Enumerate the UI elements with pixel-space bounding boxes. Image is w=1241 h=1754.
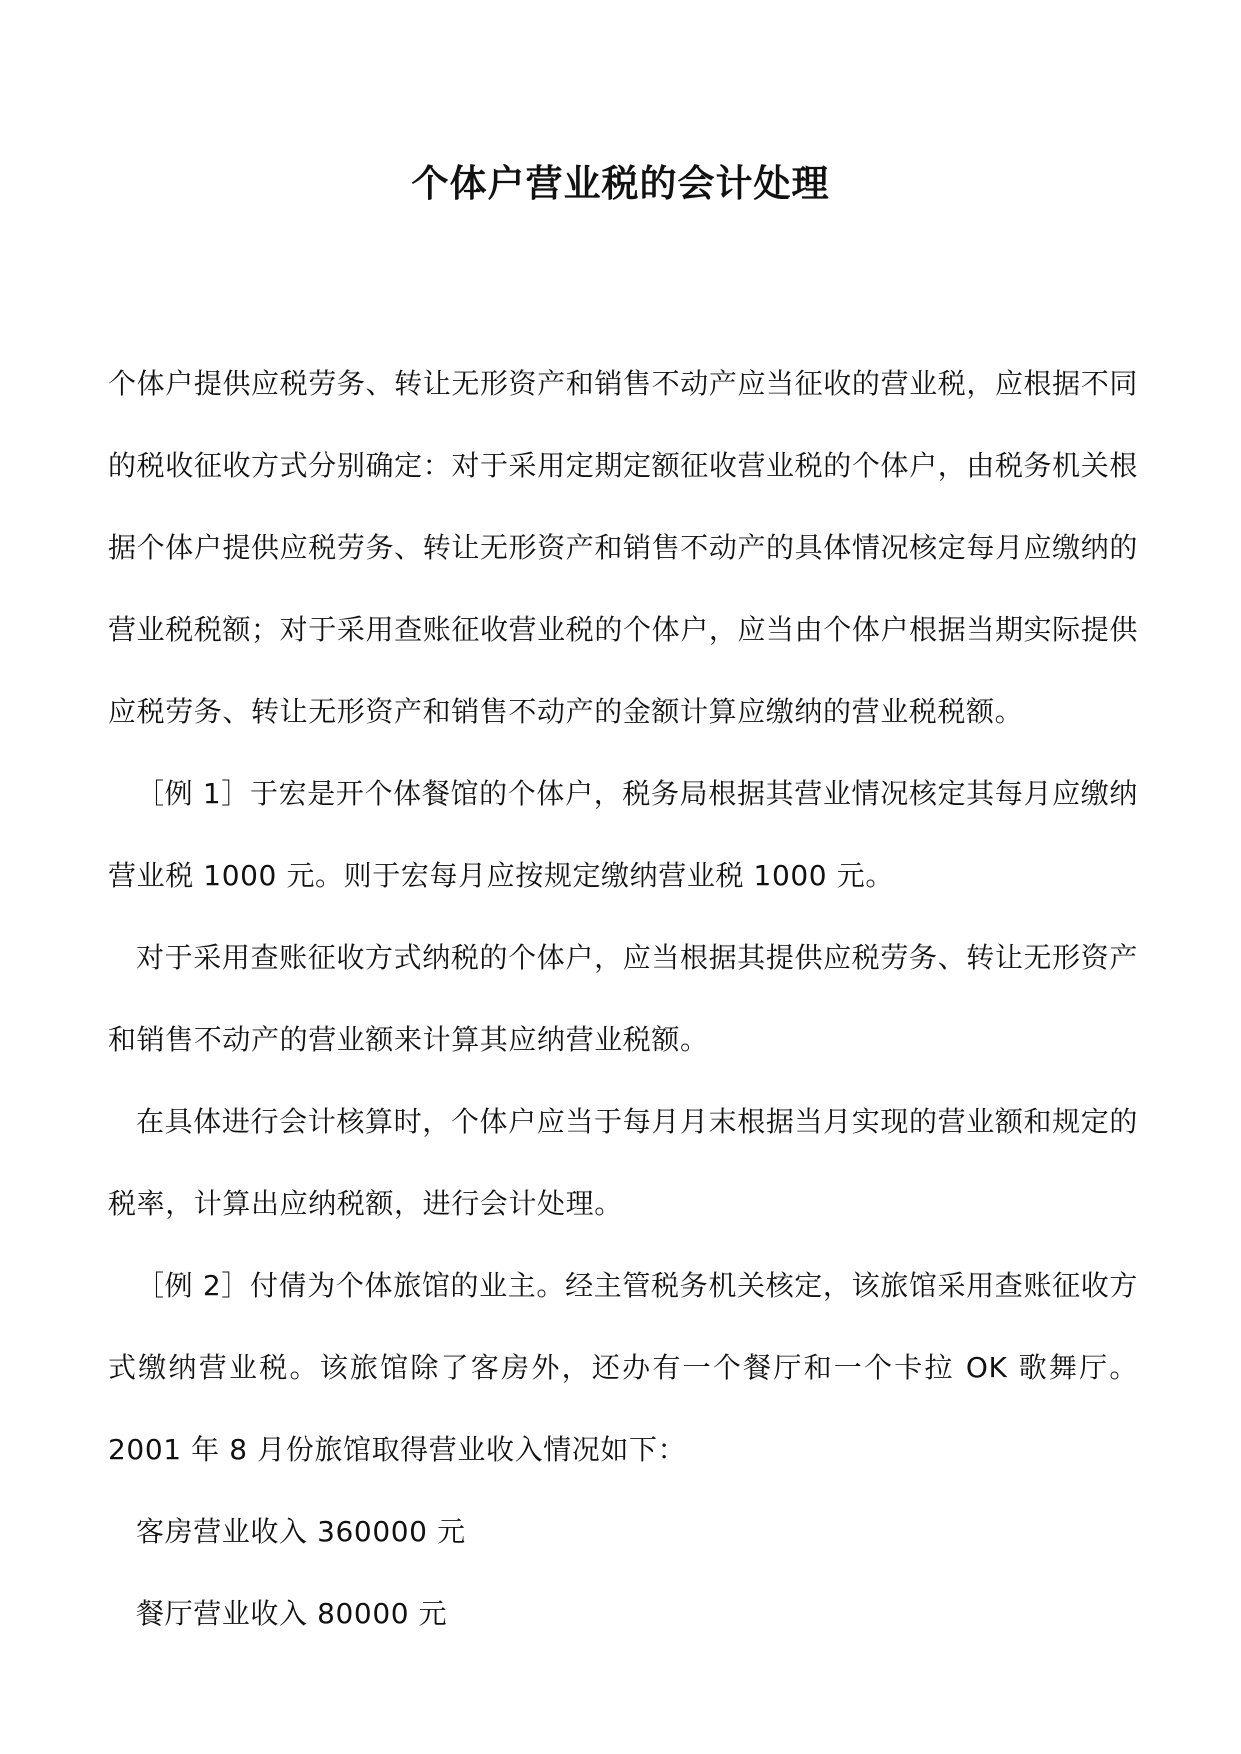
- document-title: 个体户营业税的会计处理: [411, 161, 830, 205]
- paragraph-audit-method: 对于采用查账征收方式纳税的个体户，应当根据其提供应税劳务、转让无形资产和销售不动产的营业额来计算其应纳营业税额。: [108, 941, 1138, 1056]
- paragraph-accounting: 在具体进行会计核算时，个体户应当于每月月末根据当月实现的营业额和规定的税率，计算出应纳税额，进行会计处理。: [108, 1105, 1138, 1220]
- paragraph-intro: 个体户提供应税劳务、转让无形资产和销售不动产应当征收的营业税，应根据不同的税收征收方式分别确定：对于采用定期定额征收营业税的个体户，由税务机关根据个体户提供应税劳务、转让无形资产和销售不动产的具体情况核定每月应缴纳的营业税税额；对于采用查账征收营业税的个体户，应当由个体户根据当期实际提供应税劳务、转让无形资产和销售不动产的金额计算应缴纳的营业税税额。: [108, 367, 1138, 728]
- document-body: [108, 343, 1138, 1655]
- paragraph-example-1: ［例 1］于宏是开个体餐馆的个体户，税务局根据其营业情况核定其每月应缴纳营业税 1000 元。则于宏每月应按规定缴纳营业税 1000 元。: [108, 777, 1138, 892]
- paragraph-room-revenue: 客房营业收入 360000 元: [136, 1515, 466, 1548]
- paragraph-restaurant-revenue: 餐厅营业收入 80000 元: [136, 1597, 448, 1630]
- paragraph-example-2: ［例 2］付倩为个体旅馆的业主。经主管税务机关核定，该旅馆采用查账征收方式缴纳营业税。该旅馆除了客房外，还办有一个餐厅和一个卡拉 OK 歌舞厅。2001 年 8 月份旅馆取得营业收入情况如下：: [108, 1269, 1138, 1466]
